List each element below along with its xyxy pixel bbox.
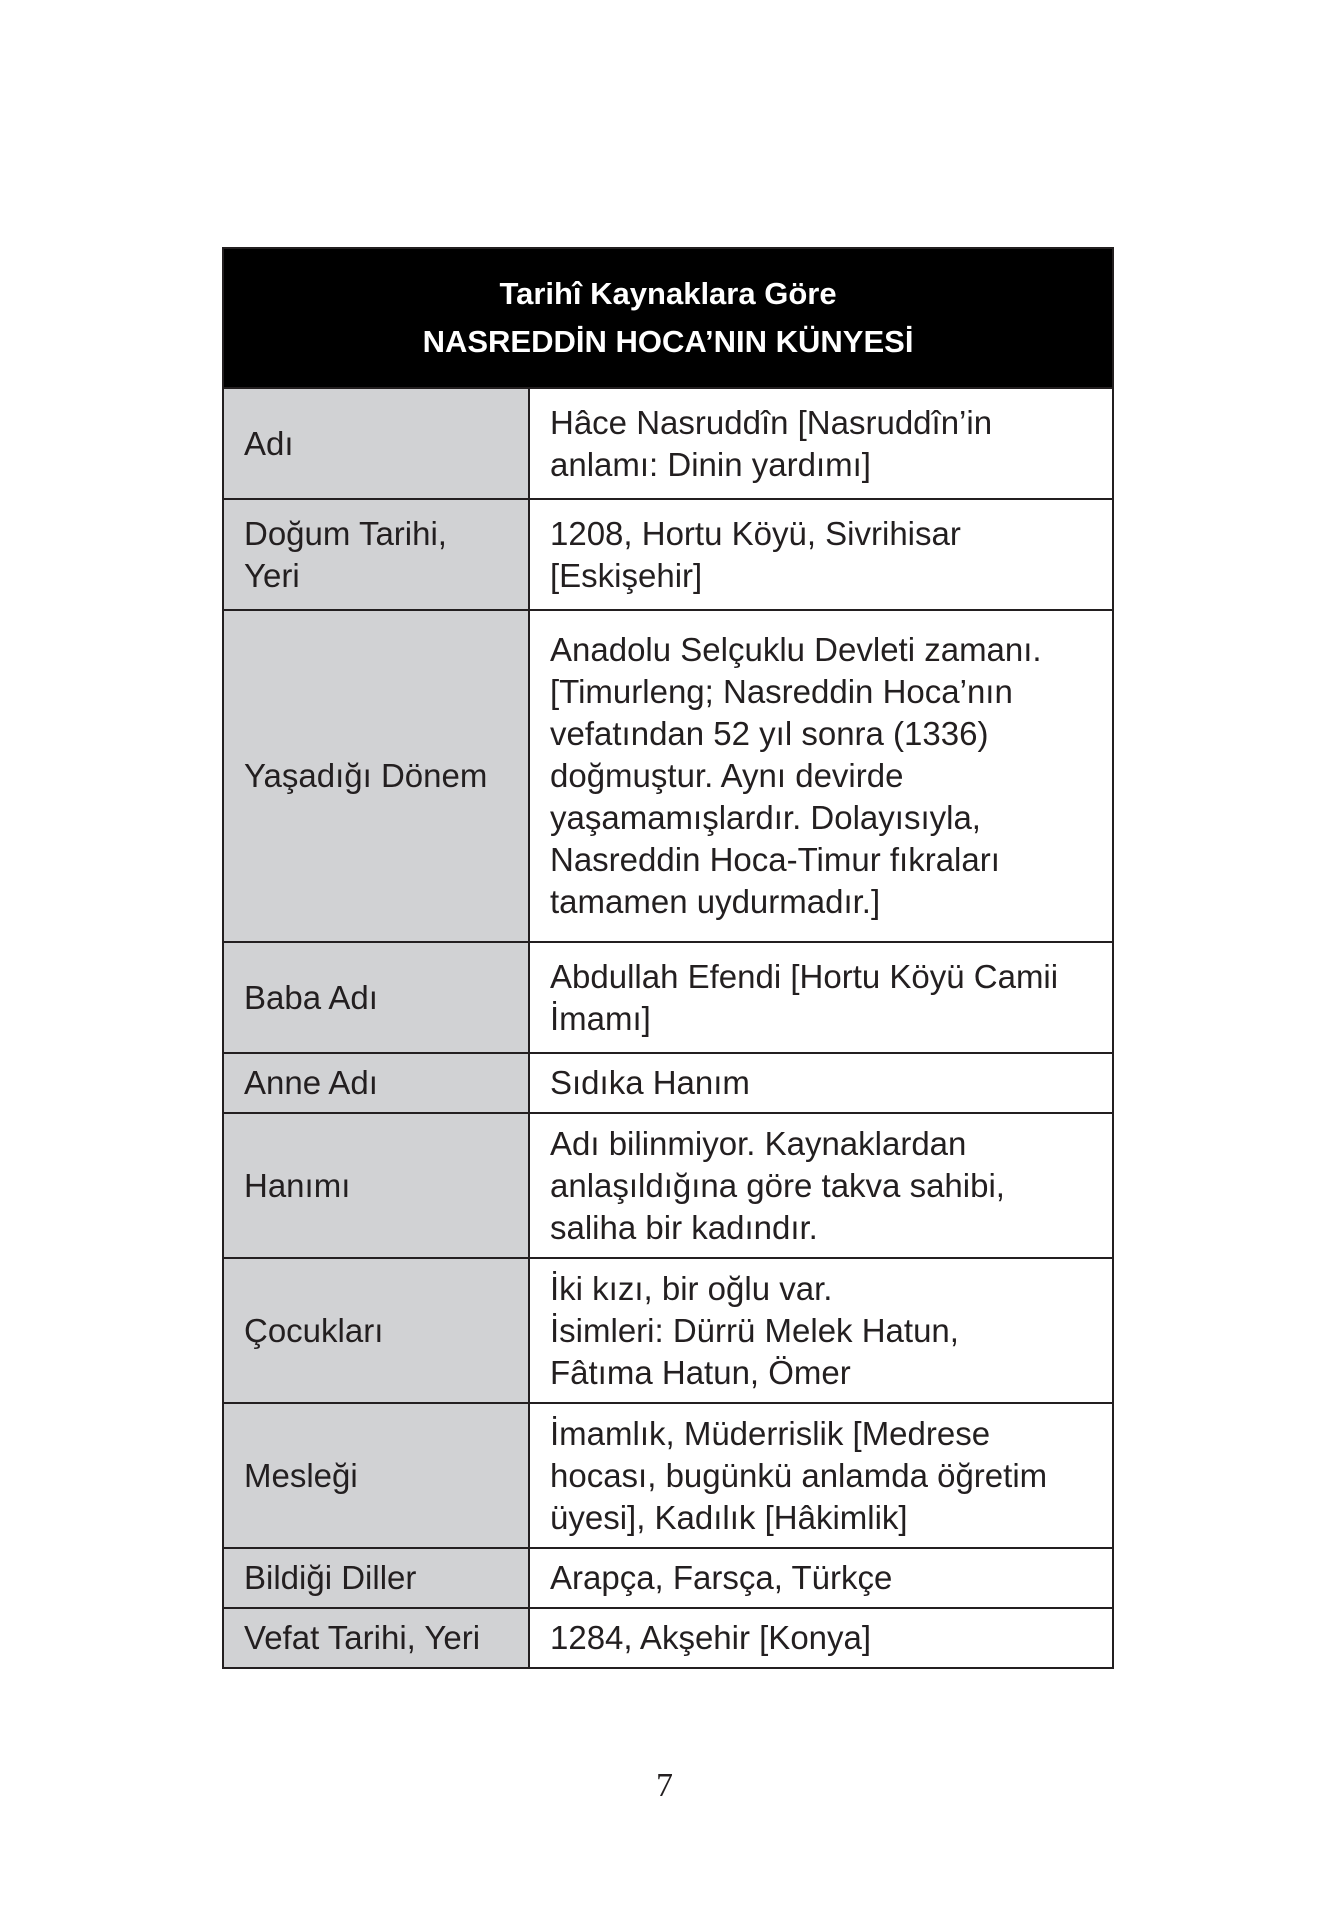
- row-label-line: Baba Adı: [244, 978, 378, 1016]
- row-value-line: İmamlık, Müderrislik [Medrese: [550, 1414, 991, 1452]
- row-value-line: doğmuştur. Aynı devirde: [550, 757, 904, 794]
- row-label-line: Çocukları: [244, 1311, 384, 1349]
- table-row: [223, 388, 1113, 499]
- table-title-line-2: NASREDDİN HOCA’NIN KÜNYESİ: [422, 324, 914, 359]
- row-value-line: üyesi], Kadılık [Hâkimlik]: [550, 1498, 908, 1536]
- row-label-line: Bildiği Diller: [244, 1559, 417, 1596]
- row-label-line: Anne Adı: [244, 1064, 378, 1101]
- row-value: [529, 942, 1113, 1053]
- table-row: [223, 1608, 1113, 1668]
- table-row: [223, 1403, 1113, 1548]
- table-title-line-1: Tarihî Kaynaklara Göre: [499, 276, 837, 311]
- row-value: [529, 388, 1113, 499]
- row-value-line: 1208, Hortu Köyü, Sivrihisar: [550, 514, 961, 552]
- row-value-line: yaşamamışlardır. Dolayısıyla,: [550, 799, 981, 836]
- row-value-line: anlamı: Dinin yardımı]: [550, 445, 871, 483]
- kunye-table: [222, 247, 1114, 1669]
- table-row: [223, 610, 1113, 942]
- table-row: [223, 942, 1113, 1053]
- row-label: [223, 1608, 529, 1668]
- row-value-line: [Timurleng; Nasreddin Hoca’nın: [550, 673, 1013, 710]
- table-row: [223, 1548, 1113, 1608]
- row-value-line: İsimleri: Dürrü Melek Hatun,: [550, 1311, 959, 1349]
- row-value-line: Hâce Nasruddîn [Nasruddîn’in: [550, 403, 993, 441]
- row-value-line: 1284, Akşehir [Konya]: [550, 1619, 872, 1656]
- row-label: [223, 1053, 529, 1113]
- row-value-line: vefatından 52 yıl sonra (1336): [550, 715, 989, 752]
- row-label-line: Mesleği: [244, 1456, 358, 1494]
- row-value: [529, 1403, 1113, 1548]
- row-value-line: İmamı]: [550, 999, 651, 1037]
- table-row: [223, 1053, 1113, 1113]
- row-value: [529, 499, 1113, 610]
- row-value-line: Nasreddin Hoca-Timur fıkraları: [550, 841, 1000, 878]
- row-label: [223, 1548, 529, 1608]
- row-value-line: Anadolu Selçuklu Devleti zamanı.: [550, 631, 1042, 668]
- table-row: [223, 1258, 1113, 1403]
- table-body: [223, 388, 1113, 1668]
- row-label: [223, 1258, 529, 1403]
- row-value-line: Arapça, Farsça, Türkçe: [550, 1559, 893, 1596]
- row-value-line: saliha bir kadındır.: [550, 1208, 818, 1246]
- row-value: [529, 1608, 1113, 1668]
- row-value-line: Fâtıma Hatun, Ömer: [550, 1353, 851, 1391]
- row-value-line: anlaşıldığına göre takva sahibi,: [550, 1166, 1005, 1204]
- table-header-row: [223, 248, 1113, 388]
- table-title: [223, 248, 1113, 388]
- row-value: [529, 1113, 1113, 1258]
- row-value-line: Sıdıka Hanım: [550, 1064, 750, 1101]
- row-label-line: Adı: [244, 424, 294, 462]
- row-value-line: Abdullah Efendi [Hortu Köyü Camii: [550, 957, 1059, 995]
- row-label: [223, 499, 529, 610]
- row-label: [223, 1113, 529, 1258]
- row-label-line: Doğum Tarihi,: [244, 514, 447, 552]
- row-label: [223, 610, 529, 942]
- page-number: 7: [656, 1767, 673, 1804]
- row-value-line: tamamen uydurmadır.]: [550, 883, 881, 920]
- row-label-line: Vefat Tarihi, Yeri: [244, 1619, 481, 1656]
- row-value-line: [Eskişehir]: [550, 556, 703, 594]
- row-value-line: Adı bilinmiyor. Kaynaklardan: [550, 1124, 967, 1162]
- row-label: [223, 942, 529, 1053]
- row-value: [529, 1548, 1113, 1608]
- row-label-line: Yeri: [244, 556, 300, 594]
- row-value: [529, 1258, 1113, 1403]
- row-label: [223, 1403, 529, 1548]
- table-row: [223, 499, 1113, 610]
- row-label-line: Yaşadığı Dönem: [244, 757, 488, 794]
- row-value: [529, 1053, 1113, 1113]
- row-value-line: İki kızı, bir oğlu var.: [550, 1269, 833, 1307]
- row-label: [223, 388, 529, 499]
- row-label-line: Hanımı: [244, 1166, 351, 1204]
- row-value: [529, 610, 1113, 942]
- row-value-line: hocası, bugünkü anlamda öğretim: [550, 1456, 1048, 1494]
- table-row: [223, 1113, 1113, 1258]
